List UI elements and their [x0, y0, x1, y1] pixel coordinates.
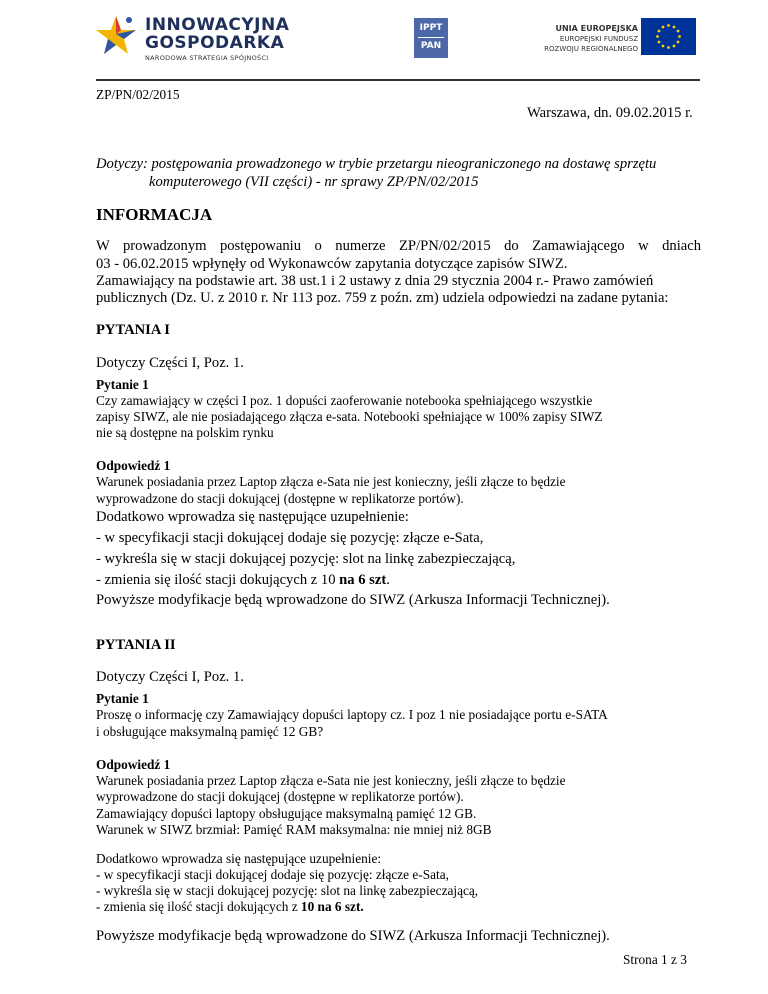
- section2-question-line2: i obsługujące maksymalną pamięć 12 GB?: [96, 724, 324, 739]
- section1-question-line1: Czy zamawiający w części I poz. 1 dopuści zaoferowanie notebooka spełniającego wszystkie: [96, 393, 593, 408]
- section1-heading: PYTANIA I: [96, 322, 170, 338]
- section2-answer-line2: wyprowadzone do stacji dokującej (dostępne w replikatorze portów).: [96, 789, 464, 804]
- logo-ippt-line1: IPPT: [419, 23, 443, 33]
- eu-line1: UNIA EUROPEJSKA: [555, 24, 638, 33]
- document-reference: ZP/PN/02/2015: [96, 87, 180, 102]
- section1-answer-line6: [96, 572, 390, 589]
- section2-answer-line8: [96, 898, 364, 915]
- section1-question-line2: zapisy SIWZ, ale nie posiadającego złącza e-sata. Notebooki spełniające w 100% zapisy SIWZ: [96, 409, 603, 424]
- eu-star: [658, 30, 661, 33]
- document-date: Warszawa, dn. 09.02.2015 r.: [527, 105, 693, 121]
- section2-heading: PYTANIA II: [96, 637, 176, 653]
- section1-concerns: Dotyczy Części I, Poz. 1.: [96, 355, 244, 371]
- section2-answer-line4: Warunek w SIWZ brzmiał: Pamięć RAM maksymalna: nie mniej niż 8GB: [96, 822, 492, 837]
- eu-star: [678, 35, 681, 38]
- section2-answer-line8-pre: - zmienia się ilość stacji dokujących z: [96, 899, 301, 914]
- eu-line2: EUROPEJSKI FUNDUSZ: [559, 35, 638, 43]
- subject-line-2: komputerowego (VII części) - nr sprawy ZP/PN/02/2015: [149, 174, 479, 190]
- intro-line-1: W prowadzonym postępowaniu o numerze ZP/PN/02/2015 do Zamawiającego w dniach: [96, 238, 701, 254]
- section1-answer-label: Odpowiedź 1: [96, 458, 171, 473]
- logo-ippt-line2: PAN: [418, 37, 444, 53]
- section1-answer-line7: Powyższe modyfikacje będą wprowadzone do SIWZ (Arkusza Informacji Technicznej).: [96, 592, 610, 608]
- eu-star: [662, 26, 665, 29]
- header-divider: [96, 79, 700, 81]
- section2-answer-line3: Zamawiający dopuści laptopy obsługujące maksymalną pamięć 12 GB.: [96, 806, 477, 821]
- eu-star: [656, 35, 659, 38]
- intro-line-3: Zamawiający na podstawie art. 38 ust.1 i 2 ustawy z dnia 29 stycznia 2004 r.- Prawo zamówień: [96, 273, 654, 289]
- eu-star: [667, 24, 670, 27]
- eu-flag-icon: [641, 18, 696, 55]
- eu-star: [662, 45, 665, 48]
- section1-answer-line2: wyprowadzone do stacji dokującej (dostępne w replikatorze portów).: [96, 491, 464, 506]
- logo-ig-line2: GOSPODARKA: [145, 33, 285, 53]
- section1-answer-line5: - wykreśla się w stacji dokującej pozycję: slot na linkę zabezpieczającą,: [96, 551, 516, 567]
- ippt-pan-logo: [414, 18, 448, 58]
- section1-answer-line6-bold: na 6 szt: [339, 572, 387, 588]
- star-logo-icon: [93, 12, 139, 62]
- eu-star: [677, 41, 680, 44]
- page-number: Strona 1 z 3: [623, 952, 687, 967]
- section1-question-line3: nie są dostępne na polskim rynku: [96, 425, 274, 440]
- intro-line-2: 03 - 06.02.2015 wpłynęły od Wykonawców zapytania dotyczące zapisów SIWZ.: [96, 256, 568, 272]
- section2-question-line1: Proszę o informację czy Zamawiający dopuści laptopy cz. I poz 1 nie posiadające portu e-SATA: [96, 707, 608, 722]
- section1-answer-line4: - w specyfikacji stacji dokującej dodaje się pozycję: złącze e-Sata,: [96, 530, 484, 546]
- section2-question-label: Pytanie 1: [96, 691, 149, 706]
- eu-star: [677, 30, 680, 33]
- eu-star: [673, 26, 676, 29]
- eu-fund-text: [544, 23, 638, 54]
- subject-line-1: Dotyczy: postępowania prowadzonego w trybie przetargu nieograniczonego na dostawę sprzętu: [96, 156, 657, 172]
- section1-answer-line3: Dodatkowo wprowadza się następujące uzupełnienie:: [96, 509, 409, 525]
- section1-question-label: Pytanie 1: [96, 377, 149, 392]
- section2-answer-line7: - wykreśla się w stacji dokującej pozycję: slot na linkę zabezpieczającą,: [96, 883, 479, 898]
- eu-line3: ROZWOJU REGIONALNEGO: [544, 45, 638, 53]
- logo-ig-line3: NARODOWA STRATEGIA SPÓJNOŚCI: [145, 54, 269, 62]
- section2-answer-line8-bold: 10 na 6 szt.: [300, 899, 364, 914]
- section2-answer-line9: Powyższe modyfikacje będą wprowadzone do SIWZ (Arkusza Informacji Technicznej).: [96, 928, 610, 944]
- section1-answer-line6-post: .: [386, 572, 390, 588]
- intro-line-4: publicznych (Dz. U. z 2010 r. Nr 113 poz. 759 z poźn. zm) udziela odpowiedzi na zadane pytania:: [96, 290, 669, 306]
- section2-answer-label: Odpowiedź 1: [96, 757, 171, 772]
- document-title: INFORMACJA: [96, 205, 213, 224]
- section2-concerns: Dotyczy Części I, Poz. 1.: [96, 669, 244, 685]
- eu-star: [667, 46, 670, 49]
- section1-answer-line1: Warunek posiadania przez Laptop złącza e-Sata nie jest konieczny, jeśli złącze to będzie: [96, 474, 566, 489]
- logo-ig-line1: INNOWACYJNA: [145, 15, 290, 35]
- section2-answer-line1: Warunek posiadania przez Laptop złącza e-Sata nie jest konieczny, jeśli złącze to będzie: [96, 773, 566, 788]
- section1-answer-line6-pre: - zmienia się ilość stacji dokujących z 10: [96, 572, 340, 588]
- section2-answer-line5: Dodatkowo wprowadza się następujące uzupełnienie:: [96, 851, 382, 866]
- section2-answer-line6: - w specyfikacji stacji dokującej dodaje się pozycję: złącze e-Sata,: [96, 867, 449, 882]
- header-logos: [0, 0, 768, 78]
- eu-star: [658, 41, 661, 44]
- eu-star: [673, 45, 676, 48]
